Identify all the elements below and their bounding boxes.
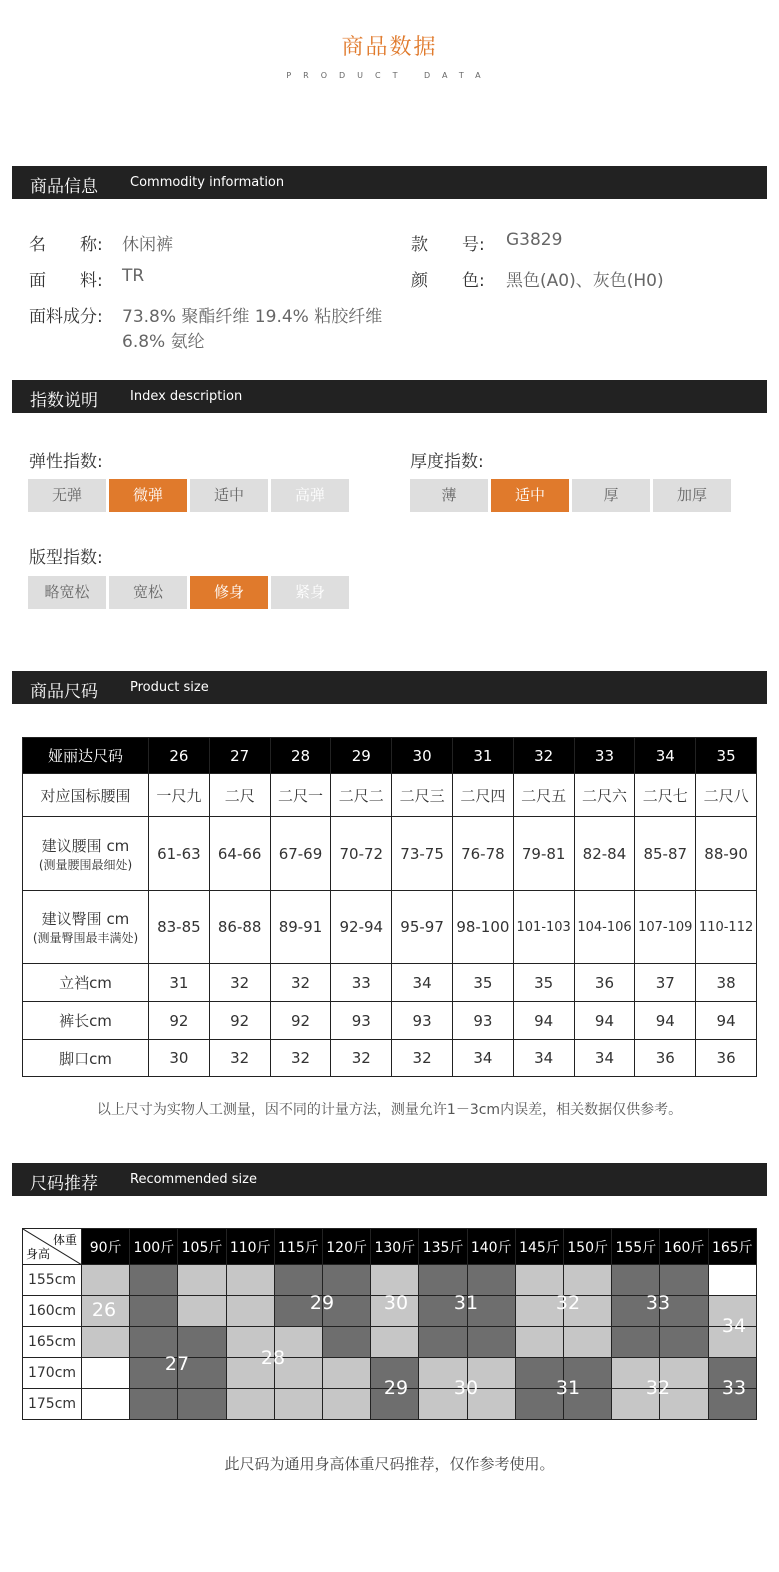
corner-weight-label: 体重 — [52, 1233, 77, 1247]
corner-height-label: 身高 — [26, 1247, 51, 1261]
table-cell: 104-106 — [574, 891, 635, 964]
size-header-label: 娅丽达尺码 — [23, 738, 149, 774]
row-label: 裤长cm — [23, 1002, 149, 1040]
rec-size-label: 33 — [721, 1377, 747, 1399]
thickness-option-selected: 适中 — [491, 479, 569, 512]
rec-cell — [130, 1265, 178, 1296]
fabric-value: TR — [122, 266, 145, 286]
page-subtitle: PRODUCT DATA — [286, 71, 493, 80]
weight-col-header: 115斤 — [274, 1229, 322, 1265]
rec-cell — [371, 1327, 419, 1358]
fabric-label: 面 料: — [29, 271, 103, 291]
table-cell: 二尺二 — [331, 774, 392, 817]
rec-corner-cell — [23, 1229, 82, 1265]
weight-col-header: 130斤 — [371, 1229, 419, 1265]
table-cell: 93 — [392, 1002, 453, 1040]
rec-size-label: 29 — [383, 1377, 409, 1399]
color-value: 黑色(A0)、灰色(H0) — [506, 271, 664, 291]
rec-header-row — [23, 1229, 757, 1265]
table-cell: 32 — [209, 1040, 270, 1077]
size-col-header: 28 — [270, 738, 331, 774]
weight-col-header: 110斤 — [226, 1229, 274, 1265]
rec-size-label: 29 — [309, 1292, 335, 1314]
table-row — [23, 891, 757, 964]
section-title: 尺码推荐 — [30, 1174, 98, 1194]
table-cell: 61-63 — [149, 817, 210, 891]
rec-size-label: 31 — [555, 1377, 581, 1399]
rec-size-label: 28 — [260, 1347, 286, 1369]
table-cell: 32 — [270, 1040, 331, 1077]
row-label — [23, 817, 149, 891]
weight-col-header: 140斤 — [467, 1229, 515, 1265]
rec-cell — [467, 1265, 515, 1296]
table-cell: 34 — [452, 1040, 513, 1077]
rec-cell — [226, 1265, 274, 1296]
composition-label: 面料成分: — [29, 307, 103, 327]
section-subtitle: Recommended size — [130, 1172, 257, 1187]
rec-cell — [130, 1389, 178, 1420]
thickness-option: 加厚 — [653, 479, 731, 512]
rec-cell — [226, 1389, 274, 1420]
table-cell: 94 — [513, 1002, 574, 1040]
rec-cell — [82, 1327, 130, 1358]
section-bar-info — [12, 166, 767, 199]
table-cell: 32 — [209, 964, 270, 1002]
table-cell: 32 — [331, 1040, 392, 1077]
table-cell: 34 — [513, 1040, 574, 1077]
table-cell: 92 — [209, 1002, 270, 1040]
rec-cell — [178, 1296, 226, 1327]
table-cell: 64-66 — [209, 817, 270, 891]
section-title: 商品信息 — [30, 177, 98, 197]
table-cell: 二尺 — [209, 774, 270, 817]
elastic-index-label: 弹性指数: — [29, 452, 103, 472]
name-label: 名 称: — [29, 235, 103, 255]
table-cell: 83-85 — [149, 891, 210, 964]
table-cell: 36 — [696, 1040, 757, 1077]
rec-cell — [82, 1389, 130, 1420]
rec-cell — [612, 1327, 660, 1358]
table-cell: 34 — [574, 1040, 635, 1077]
table-cell: 92 — [149, 1002, 210, 1040]
row-label: 对应国标腰围 — [23, 774, 149, 817]
rec-cell — [371, 1265, 419, 1296]
elastic-option: 高弹 — [271, 479, 349, 512]
table-cell: 35 — [513, 964, 574, 1002]
table-cell: 98-100 — [452, 891, 513, 964]
section-title: 商品尺码 — [30, 682, 98, 702]
fit-option: 宽松 — [109, 576, 187, 609]
style-label: 款 号: — [411, 235, 485, 255]
table-cell: 32 — [392, 1040, 453, 1077]
composition-value-1: 73.8% 聚酯纤维 19.4% 粘胶纤维 — [122, 307, 383, 327]
rec-cell — [515, 1265, 563, 1296]
table-cell: 31 — [149, 964, 210, 1002]
table-cell: 101-103 — [513, 891, 574, 964]
table-cell: 86-88 — [209, 891, 270, 964]
height-row-header: 165cm — [23, 1327, 82, 1358]
color-label: 颜 色: — [411, 271, 485, 291]
table-cell: 67-69 — [270, 817, 331, 891]
rec-cell — [323, 1327, 371, 1358]
rec-cell — [564, 1327, 612, 1358]
rec-size-label: 34 — [721, 1315, 747, 1337]
rec-cell — [82, 1265, 130, 1296]
size-col-header: 32 — [513, 738, 574, 774]
height-row-header: 155cm — [23, 1265, 82, 1296]
table-cell: 二尺六 — [574, 774, 635, 817]
section-bar-index — [12, 380, 767, 413]
row-label — [23, 891, 149, 964]
table-cell: 85-87 — [635, 817, 696, 891]
table-cell: 94 — [635, 1002, 696, 1040]
weight-col-header: 165斤 — [708, 1229, 756, 1265]
table-row — [23, 1040, 757, 1077]
fit-option: 紧身 — [271, 576, 349, 609]
section-subtitle: Index description — [130, 389, 243, 404]
size-col-header: 31 — [452, 738, 513, 774]
row-label-sub: (测量腰围最细处) — [38, 857, 133, 872]
table-cell: 93 — [452, 1002, 513, 1040]
rec-cell — [419, 1327, 467, 1358]
rec-size-label: 31 — [453, 1292, 479, 1314]
rec-cell — [178, 1265, 226, 1296]
weight-col-header: 150斤 — [564, 1229, 612, 1265]
page-title: 商品数据 — [341, 35, 438, 60]
rec-cell — [82, 1358, 130, 1389]
height-row-header: 175cm — [23, 1389, 82, 1420]
rec-cell — [323, 1265, 371, 1296]
table-cell: 34 — [392, 964, 453, 1002]
rec-size-label: 32 — [645, 1377, 671, 1399]
table-cell: 92 — [270, 1002, 331, 1040]
section-bar-recommended — [12, 1163, 767, 1196]
row-label: 立裆cm — [23, 964, 149, 1002]
size-header-row — [23, 738, 757, 774]
size-col-header: 34 — [635, 738, 696, 774]
size-col-header: 30 — [392, 738, 453, 774]
table-cell: 35 — [452, 964, 513, 1002]
table-cell: 73-75 — [392, 817, 453, 891]
rec-cell — [130, 1296, 178, 1327]
elastic-option: 无弹 — [28, 479, 106, 512]
fit-option: 略宽松 — [28, 576, 106, 609]
size-col-header: 33 — [574, 738, 635, 774]
table-cell: 二尺八 — [696, 774, 757, 817]
table-cell: 94 — [574, 1002, 635, 1040]
rec-size-label: 26 — [91, 1299, 117, 1321]
weight-col-header: 145斤 — [515, 1229, 563, 1265]
section-title: 指数说明 — [30, 391, 98, 411]
thickness-option: 薄 — [410, 479, 488, 512]
table-cell: 92-94 — [331, 891, 392, 964]
weight-col-header: 90斤 — [82, 1229, 130, 1265]
size-col-header: 27 — [209, 738, 270, 774]
section-subtitle: Commodity information — [130, 175, 285, 190]
thickness-option: 厚 — [572, 479, 650, 512]
rec-size-label: 32 — [555, 1292, 581, 1314]
size-table — [22, 737, 757, 1077]
table-cell: 33 — [331, 964, 392, 1002]
rec-cell — [323, 1389, 371, 1420]
height-row-header: 170cm — [23, 1358, 82, 1389]
weight-col-header: 120斤 — [323, 1229, 371, 1265]
elastic-option-selected: 微弹 — [109, 479, 187, 512]
rec-cell — [660, 1265, 708, 1296]
table-cell: 37 — [635, 964, 696, 1002]
rec-size-label: 30 — [453, 1377, 479, 1399]
rec-cell — [708, 1265, 756, 1296]
table-row — [23, 1265, 757, 1296]
weight-col-header: 105斤 — [178, 1229, 226, 1265]
table-row — [23, 774, 757, 817]
weight-col-header: 160斤 — [660, 1229, 708, 1265]
rec-cell — [564, 1265, 612, 1296]
table-cell: 79-81 — [513, 817, 574, 891]
rec-size-label: 33 — [645, 1292, 671, 1314]
table-row — [23, 964, 757, 1002]
size-col-header: 26 — [149, 738, 210, 774]
row-label-main: 建议腰围 cm — [41, 836, 130, 855]
row-label-sub: (测量臀围最丰满处) — [32, 931, 139, 945]
rec-cell — [178, 1389, 226, 1420]
table-cell: 二尺三 — [392, 774, 453, 817]
rec-cell — [323, 1358, 371, 1389]
size-col-header: 35 — [696, 738, 757, 774]
table-cell: 二尺五 — [513, 774, 574, 817]
table-cell: 32 — [270, 964, 331, 1002]
table-cell: 76-78 — [452, 817, 513, 891]
table-row — [23, 1002, 757, 1040]
size-col-header: 29 — [331, 738, 392, 774]
table-row — [23, 1327, 757, 1358]
table-cell: 30 — [149, 1040, 210, 1077]
table-cell: 88-90 — [696, 817, 757, 891]
thickness-index-label: 厚度指数: — [410, 452, 484, 472]
rec-cell — [612, 1265, 660, 1296]
table-cell: 38 — [696, 964, 757, 1002]
style-value: G3829 — [506, 230, 563, 250]
size-note: 以上尺寸为实物人工测量，因不同的计量方法，测量允许1－3cm内误差，相关数据仅供参考。 — [96, 1102, 683, 1118]
rec-cell — [515, 1327, 563, 1358]
weight-col-header: 135斤 — [419, 1229, 467, 1265]
rec-size-label: 30 — [383, 1292, 409, 1314]
rec-cell — [274, 1265, 322, 1296]
table-cell: 二尺七 — [635, 774, 696, 817]
section-bar-size — [12, 671, 767, 704]
rec-cell — [419, 1265, 467, 1296]
row-label-main: 建议臀围 cm — [41, 910, 130, 928]
table-cell: 二尺四 — [452, 774, 513, 817]
rec-note: 此尺码为通用身高体重尺码推荐，仅作参考使用。 — [224, 1455, 555, 1473]
weight-col-header: 100斤 — [130, 1229, 178, 1265]
table-cell: 94 — [696, 1002, 757, 1040]
table-cell: 110-112 — [696, 891, 757, 964]
elastic-option: 适中 — [190, 479, 268, 512]
table-row — [23, 817, 757, 891]
table-cell: 82-84 — [574, 817, 635, 891]
name-value: 休闲裤 — [122, 235, 173, 255]
table-cell: 36 — [574, 964, 635, 1002]
row-label: 脚口cm — [23, 1040, 149, 1077]
composition-value-2: 6.8% 氨纶 — [122, 332, 205, 352]
fit-index-label: 版型指数: — [29, 548, 103, 568]
table-cell: 一尺九 — [149, 774, 210, 817]
height-row-header: 160cm — [23, 1296, 82, 1327]
rec-cell — [660, 1327, 708, 1358]
table-cell: 93 — [331, 1002, 392, 1040]
table-cell: 70-72 — [331, 817, 392, 891]
rec-cell — [467, 1327, 515, 1358]
table-cell: 36 — [635, 1040, 696, 1077]
section-subtitle: Product size — [130, 680, 209, 695]
table-cell: 89-91 — [270, 891, 331, 964]
table-cell: 二尺一 — [270, 774, 331, 817]
fit-option-selected: 修身 — [190, 576, 268, 609]
rec-cell — [226, 1296, 274, 1327]
rec-cell — [274, 1389, 322, 1420]
table-cell: 95-97 — [392, 891, 453, 964]
weight-col-header: 155斤 — [612, 1229, 660, 1265]
table-cell: 107-109 — [635, 891, 696, 964]
rec-size-label: 27 — [164, 1353, 190, 1375]
